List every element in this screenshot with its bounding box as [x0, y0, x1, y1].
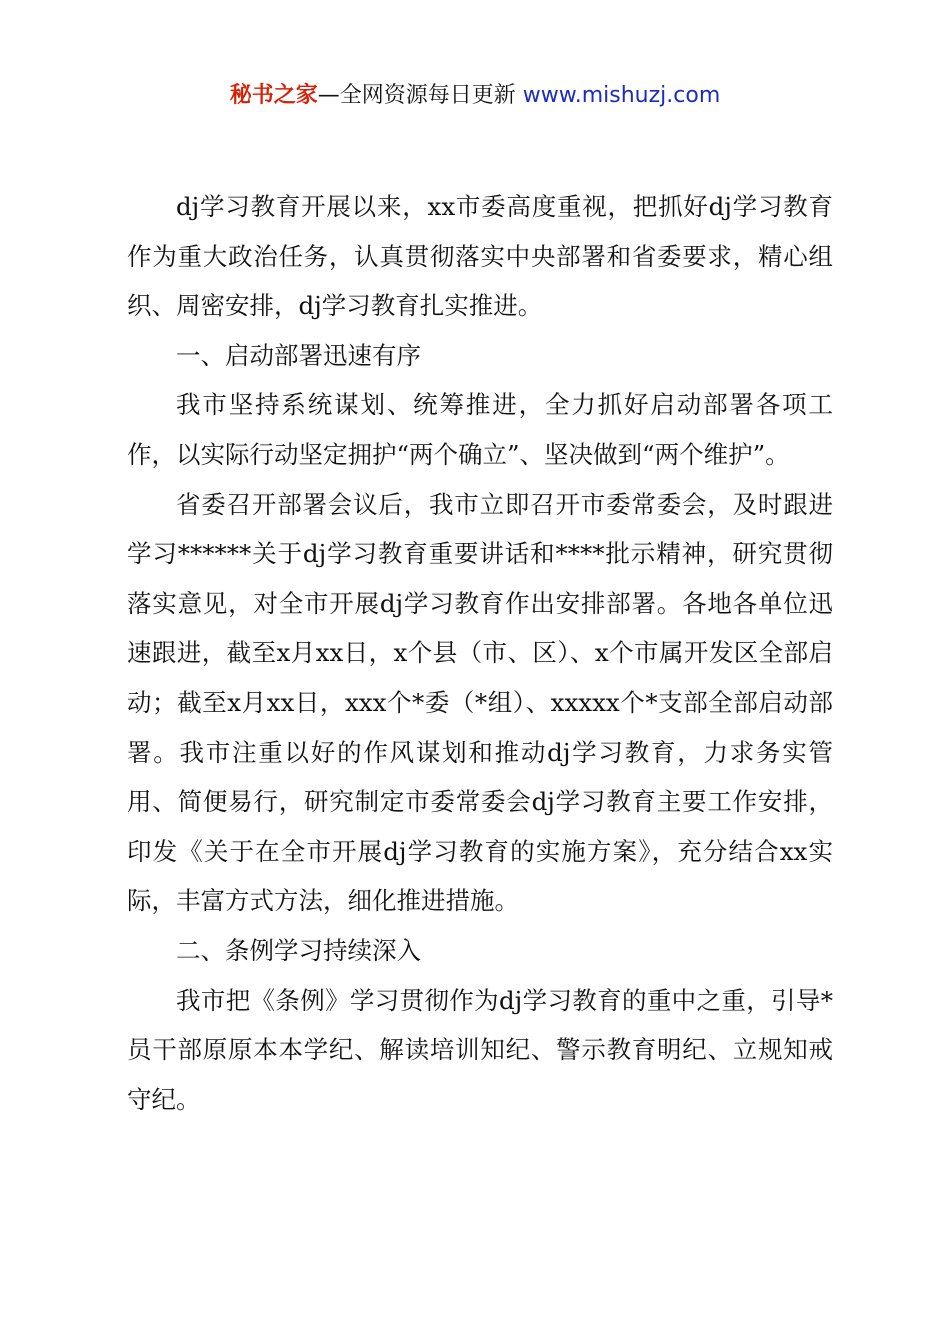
- section-heading-2: 二、条例学习持续深入: [176, 935, 421, 965]
- site-url-link[interactable]: www.mishuzj.com: [522, 83, 721, 108]
- site-brand: 秘书之家: [229, 83, 318, 108]
- intro-paragraph: dj学习教育开展以来，xx市委高度重视，把抓好dj学习教育作为重大政治任务，认真贯彻落实中央部署和省委要求，精心组织、周密安排，dj学习教育扎实推进。: [127, 192, 833, 321]
- section-2-paragraph-1: 我市把《条例》学习贯彻作为dj学习教育的重中之重，引导*员干部原原本本学纪、解读培训知纪、警示教育明纪、立规知戒守纪。: [127, 985, 833, 1114]
- section-1-paragraph-2: 省委召开部署会议后，我市立即召开市委常委会，及时跟进学习******关于dj学习教育重要讲话和****批示精神，研究贯彻落实意见，对全市开展dj学习教育作出安排部署。各地各单位迅速跟进，截至x月xx日，x个县（市、区）、x个市属开发区全部启动；截至x月xx日，xxx个*委（*组）、xxxxx个*支部全部启动部署。我市注重以好的作风谋划和推动dj学习教育，力求务实管用、简便易行，研究制定市委常委会dj学习教育主要工作安排，印发《关于在全市开展dj学习教育的实施方案》，充分结合xx实际，丰富方式方法，细化推进措施。: [127, 489, 833, 916]
- document-body: [127, 182, 833, 1124]
- site-tagline: —全网资源每日更新: [317, 83, 516, 108]
- site-header: [0, 80, 950, 112]
- section-1-paragraph-1: 我市坚持系统谋划、统筹推进，全力抓好启动部署各项工作，以实际行动坚定拥护“两个确立”、坚决做到“两个维护”。: [127, 390, 833, 469]
- section-heading-1: 一、启动部署迅速有序: [176, 340, 421, 370]
